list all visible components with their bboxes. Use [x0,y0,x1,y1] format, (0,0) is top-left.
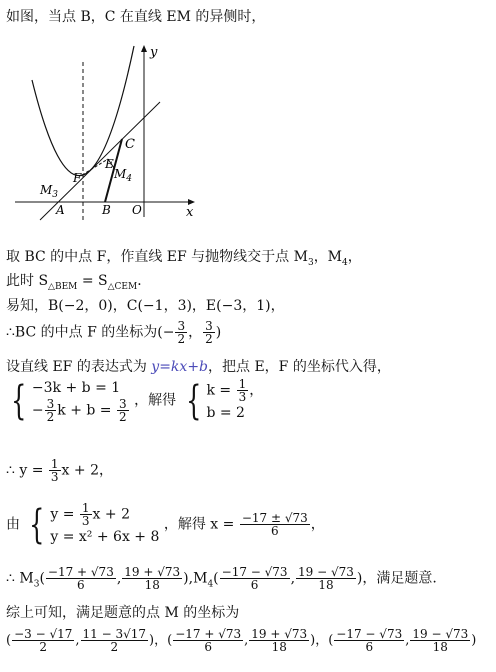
label-m3: $M_3$ [40,183,59,200]
label-f: F [73,171,82,185]
line-9: ∴ $M_3$( $\frac{-17 + √73}{6}$ , $\frac{19 + √73}{18}$ )$,M_4$( $\frac{-17 - √73}{6}$ , $\frac{19 - √73}{18}$ )，满足题意. [6,565,437,592]
line-1: 取 BC 的中点 F，作直线 EF 与抛物线交于点 $M_3$，$M_4$， [6,249,362,268]
system-2: 由 { y = $\frac{1}{3}$ x + 2 y = x² + 6x + 8 ，解得 x = $\frac{-17 \pm √73}{6}$ ， [6,501,325,548]
label-o: O [132,203,142,217]
parabola-figure [10,42,200,222]
line-5: 设直线 EF 的表达式为 y=kx+b，把点 E，F 的坐标代入得， [6,359,391,375]
label-a: A [56,203,65,217]
line-4: ∴BC 的中点 F 的坐标为(− $\frac{3}{2}$ ， $\frac{3}{2}$ ) [6,319,222,346]
label-x: x [186,205,194,220]
line-7: ∴ y = $\frac{1}{3}$ x + 2， [6,457,113,484]
final-answer: ( $\frac{-3 - √17}{2}$ , $\frac{11 - 3√17}{2}$ )，( $\frac{-17 + √73}{6}$ , $\frac{19 + √73}{18}$ )，( $\frac{-17 - √73}{6}$ , $\frac{19 - √73}{18}$ ) [6,627,477,654]
system-1: { −3k + b = 1 − $\frac{3}{2}$ k + b = $\frac{3}{2}$ ，解得 { k = $\frac{1}{3}$ ， b = 2 [11,377,264,424]
line-3: 易知，B(−2，0)，C(−1，3)，E(−3，1)， [6,298,285,314]
intro-text: 如图，当点 B，C 在直线 EM 的异侧时， [6,9,266,25]
label-m4: $M_4$ [114,167,133,184]
label-c: C [125,137,135,152]
line-2: 此时 $S_{\triangle BEM} = S_{\triangle CEM}$． [6,273,152,292]
label-e: E [105,157,114,171]
label-y: y [150,45,158,60]
line-10: 综上可知，满足题意的点 M 的坐标为 [6,605,240,621]
label-b: B [102,203,111,217]
y-axis-arrow [141,45,147,52]
